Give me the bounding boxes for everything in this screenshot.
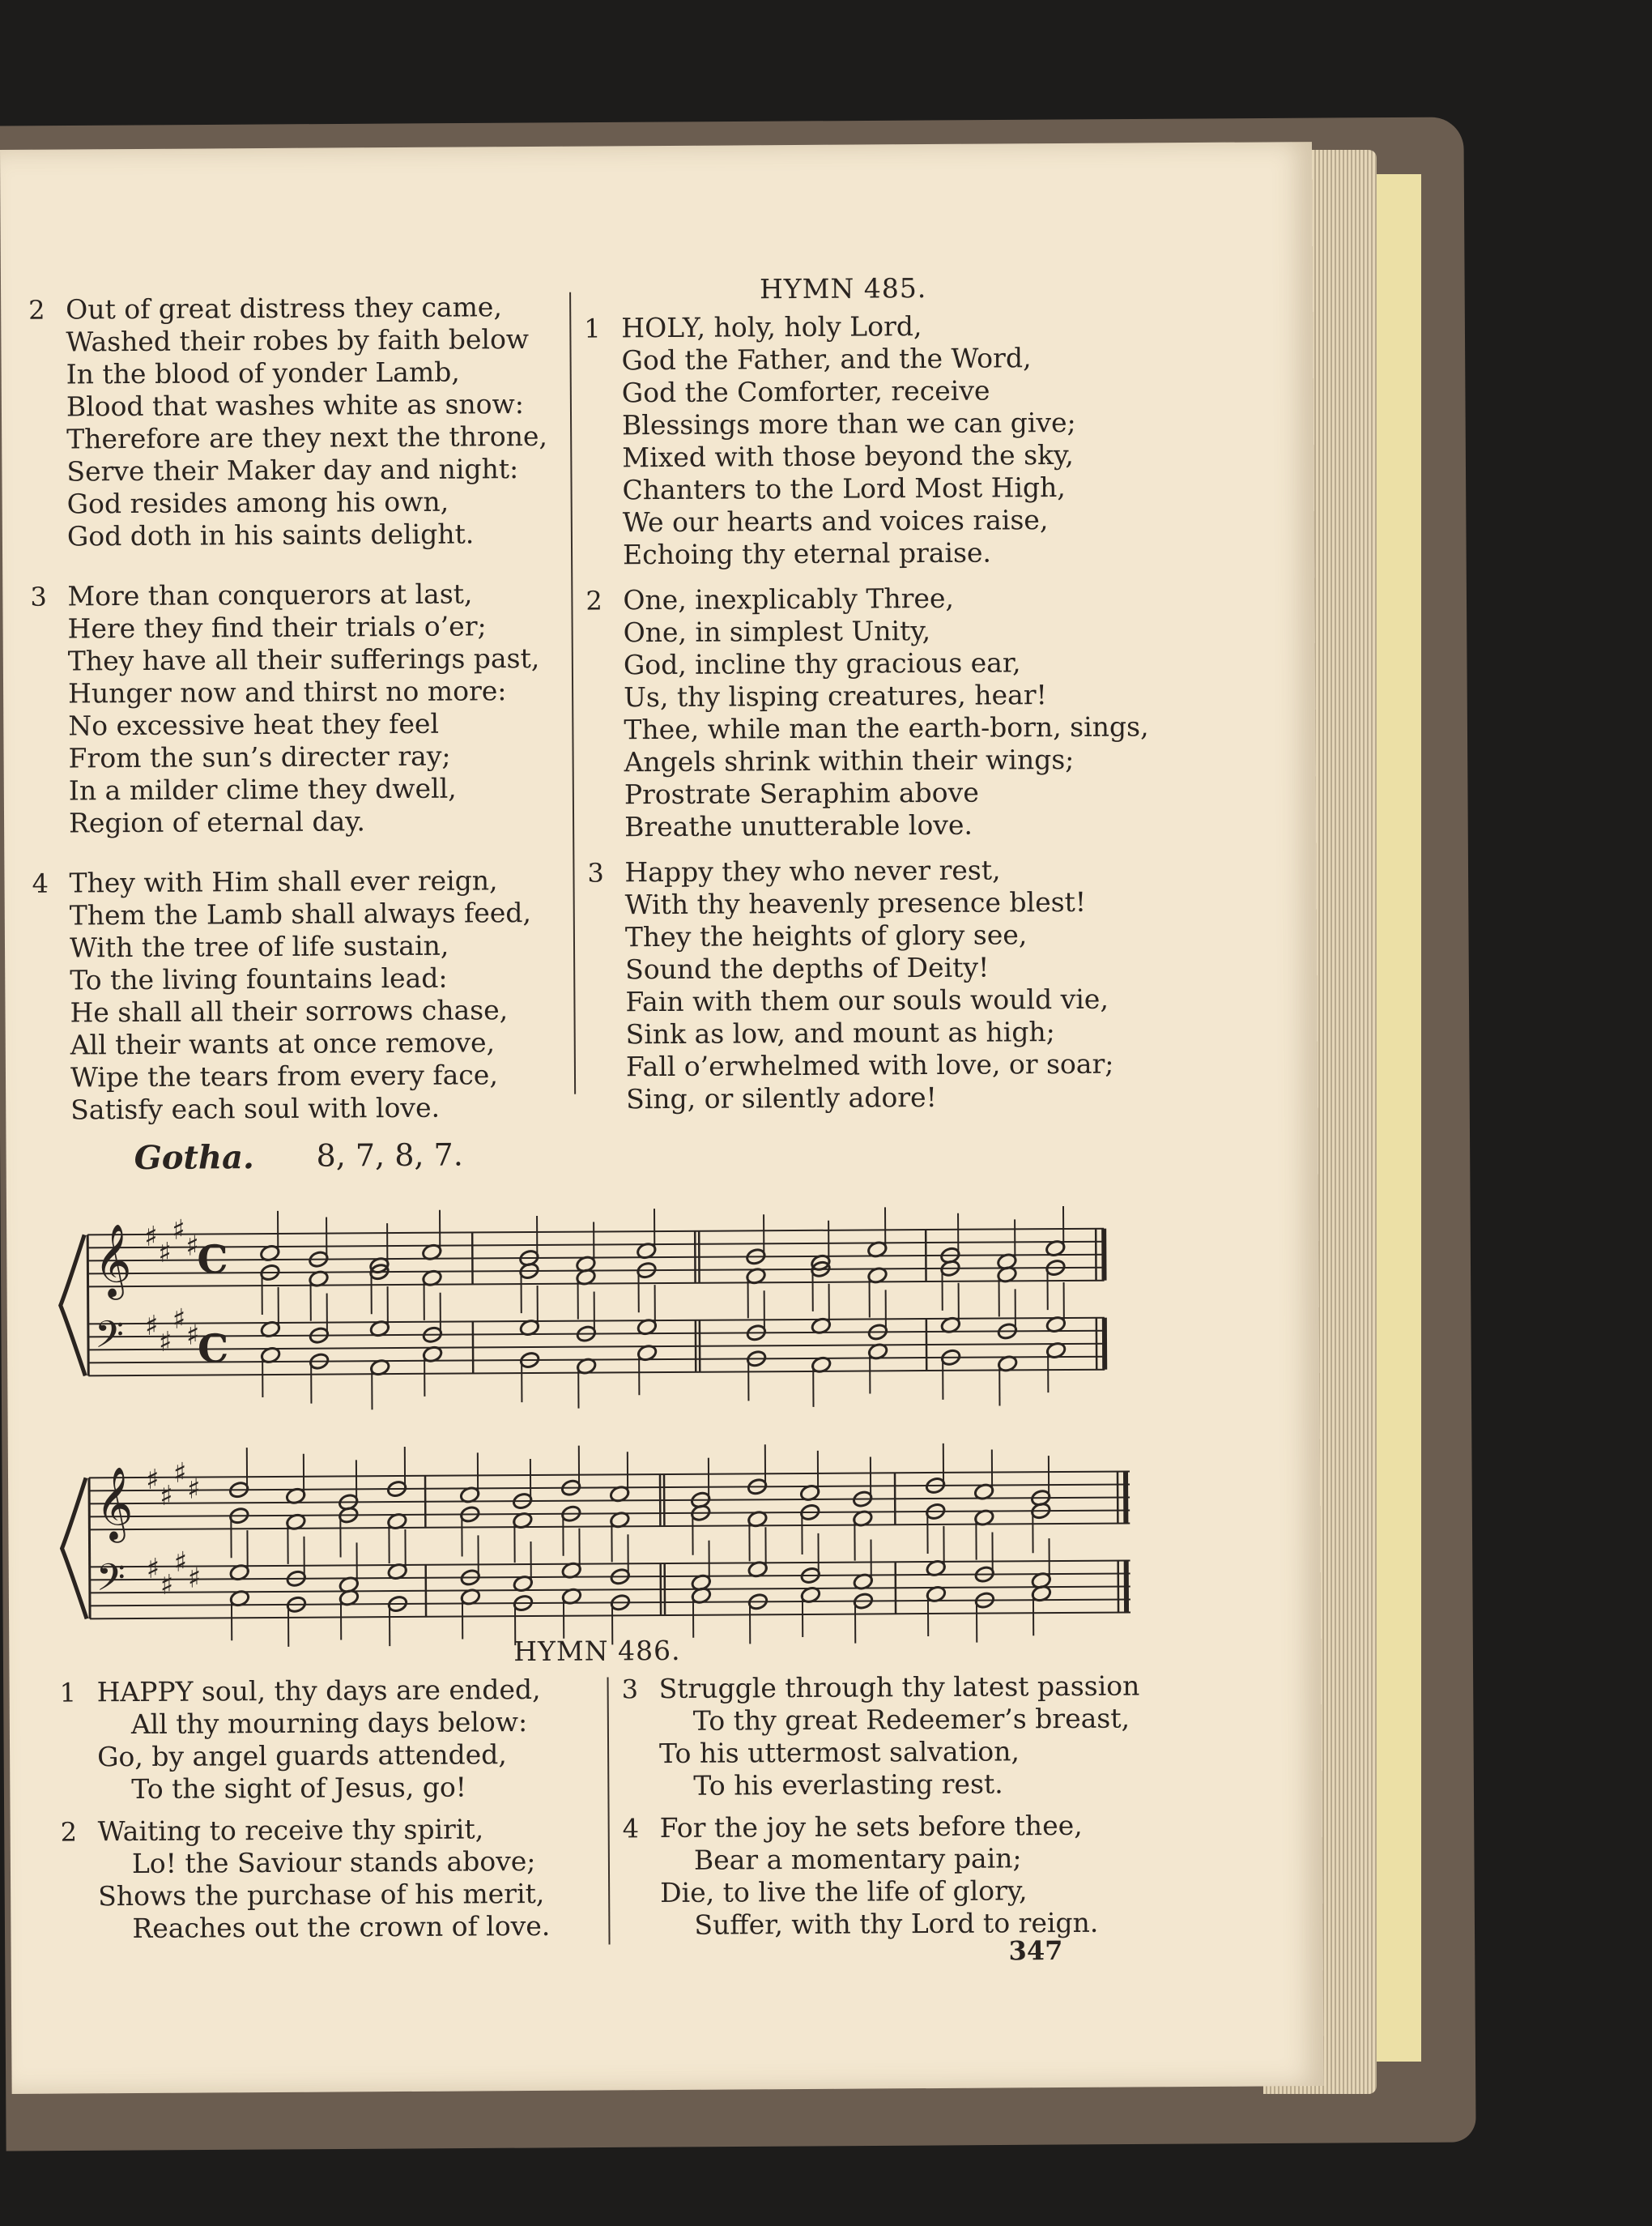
hymn-486-right-column <box>621 1670 1141 1969</box>
sharp-icon: ♯ <box>158 1236 172 1269</box>
stanza <box>587 853 1151 1115</box>
verse-line: God the Comforter, receive <box>621 374 990 409</box>
verse-line: Us, thy lisping creatures, hear! <box>624 679 1047 714</box>
verse-line: Out of great distress they came, <box>66 291 502 326</box>
sharp-icon: ♯ <box>145 1463 160 1496</box>
verse-line: Breathe unutterable love. <box>624 808 973 843</box>
verse-line: Therefore are they next the throne, <box>66 420 548 455</box>
stanza <box>585 581 1149 843</box>
stanza-number: 1 <box>584 313 601 344</box>
verse-line: Lo! the Saviour stands above; <box>131 1844 536 1880</box>
verse-line: Bear a momentary pain; <box>693 1842 1022 1876</box>
system-bar-line <box>87 1235 88 1375</box>
verse-line: Blood that washes white as snow: <box>66 388 525 423</box>
stanza-number: 4 <box>622 1813 640 1844</box>
verse-line: Hunger now and thirst no more: <box>67 675 507 710</box>
verse-line: Struggle through thy latest passion <box>658 1670 1140 1705</box>
stanza-number: 1 <box>59 1677 77 1708</box>
staff-line <box>87 1229 1104 1235</box>
clefs-and-signatures <box>60 1213 230 1618</box>
staff-line <box>89 1498 1130 1504</box>
book-page <box>0 142 1324 2094</box>
verse-line: Washed their robes by faith below <box>66 323 530 358</box>
verse-line: One, inexplicably Three, <box>623 582 955 616</box>
verse-line: No excessive heat they feel <box>68 707 440 742</box>
sharp-icon: ♯ <box>173 1546 188 1579</box>
verse-line: Happy they who never rest, <box>624 854 1001 889</box>
staff-lines <box>87 1229 1130 1619</box>
verse-line: We our hearts and voices raise, <box>622 504 1049 539</box>
stanza <box>621 1670 1140 1802</box>
hymn-486-heading: HYMN 486. <box>513 1634 681 1668</box>
verse-line: Here they find their trials o’er; <box>67 610 487 645</box>
sharp-icon: ♯ <box>160 1479 173 1512</box>
verse-line: Waiting to receive thy spirit, <box>97 1813 484 1848</box>
page-number: 347 <box>1008 1935 1063 1967</box>
staff-line <box>88 1370 1105 1376</box>
sharp-icon: ♯ <box>160 1568 174 1601</box>
hymn-485-heading: HYMN 485. <box>759 272 927 305</box>
stanza-number: 3 <box>621 1674 639 1705</box>
verse-line: HAPPY soul, thy days are ended, <box>96 1673 541 1708</box>
sharp-icon: ♯ <box>185 1319 200 1352</box>
staff-line <box>88 1281 1105 1287</box>
treble-clef-icon: 𝄞 <box>95 1467 134 1541</box>
stanza <box>32 864 551 1127</box>
verse-line: They with Him shall ever reign, <box>69 864 498 899</box>
verse-line: For the joy he sets before thee, <box>659 1809 1083 1844</box>
brace-icon <box>62 1478 87 1618</box>
tune-metre: 8, 7, 8, 7. <box>316 1136 463 1174</box>
staff-line <box>88 1357 1105 1363</box>
sharp-icon: ♯ <box>172 1213 185 1247</box>
bar-lines <box>87 1229 1126 1619</box>
verse-line: Fain with them our souls would vie, <box>625 983 1109 1018</box>
sharp-icon: ♯ <box>172 1456 187 1490</box>
verse-line: HOLY, holy, holy Lord, <box>621 310 922 344</box>
verse-line: Wipe the tears from every face, <box>70 1059 498 1094</box>
stanza <box>60 1813 551 1945</box>
verse-line: Shows the purchase of his merit, <box>98 1877 545 1913</box>
verse-line: Serve their Maker day and night: <box>66 453 519 488</box>
stanza <box>30 578 550 840</box>
verse-line: Echoing thy eternal praise. <box>622 536 992 571</box>
bass-clef-icon: 𝄢 <box>96 1556 126 1610</box>
treble-clef-icon: 𝄞 <box>94 1224 132 1298</box>
verse-line: In the blood of yonder Lamb, <box>66 356 460 390</box>
verse-line: Region of eternal day. <box>68 805 366 839</box>
staff-line <box>88 1344 1105 1350</box>
verse-line: Reaches out the crown of love. <box>132 1909 551 1945</box>
verse-line: From the sun’s directer ray; <box>68 740 451 774</box>
verse-line: With thy heavenly presence blest! <box>624 885 1087 921</box>
stanza <box>584 309 1147 571</box>
verse-line: Sound the depths of Deity! <box>625 951 990 986</box>
staff-line <box>87 1255 1104 1261</box>
verse-line: Angels shrink within their wings; <box>624 743 1075 778</box>
bass-clef-icon: 𝄢 <box>94 1313 125 1367</box>
verse-line: More than conquerors at last, <box>67 578 473 612</box>
verse-line: Satisfy each soul with love. <box>70 1091 441 1126</box>
verse-line: Mixed with those beyond the sky, <box>622 438 1074 474</box>
verse-line: To the living fountains lead: <box>70 962 448 996</box>
verse-line: Suffer, with thy Lord to reign. <box>694 1906 1099 1941</box>
verse-line: Sink as low, and mount as high; <box>625 1016 1055 1051</box>
verse-line: They the heights of glory see, <box>624 919 1028 953</box>
verse-line: They have all their sufferings past, <box>67 642 540 677</box>
verse-line: To the sight of Jesus, go! <box>131 1771 467 1806</box>
verse-line: To thy great Redeemer’s breast, <box>692 1702 1130 1737</box>
stanza-number: 4 <box>32 868 49 899</box>
stanza <box>622 1809 1142 1942</box>
verse-line: God, incline thy gracious ear, <box>623 646 1021 681</box>
verse-line: Them the Lamb shall always feed, <box>69 897 532 932</box>
tune-name: Gotha. <box>134 1138 254 1178</box>
verse-line: Chanters to the Lord Most High, <box>622 471 1066 506</box>
verse-line: All their wants at once remove, <box>70 1026 496 1061</box>
verse-line: In a milder clime they dwell, <box>68 772 457 807</box>
verse-line: All thy mourning days below: <box>130 1706 528 1741</box>
stanza-number: 3 <box>30 581 47 612</box>
sharp-icon: ♯ <box>185 1230 199 1263</box>
sharp-icon: ♯ <box>186 1473 201 1506</box>
sharp-icon: ♯ <box>158 1325 172 1358</box>
stanza-number: 2 <box>585 585 602 616</box>
staff-line <box>89 1524 1130 1530</box>
stanza <box>28 291 548 553</box>
stanza-number: 2 <box>60 1816 78 1848</box>
verse-line: God resides among his own, <box>66 485 449 520</box>
system-bar-line <box>89 1478 90 1618</box>
staff-line <box>90 1613 1130 1619</box>
verse-line: Sing, or silently adore! <box>626 1081 937 1115</box>
verse-line: Thee, while man the earth-born, sings, <box>624 710 1149 746</box>
staff-line <box>89 1472 1130 1478</box>
verse-line: God the Father, and the Word, <box>621 342 1032 377</box>
brace-icon <box>60 1235 85 1375</box>
verse-line: Fall o’erwhelmed with love, or soar; <box>625 1047 1114 1083</box>
sharp-icon: ♯ <box>187 1562 202 1595</box>
verse-line: He shall all their sorrows chase, <box>70 994 509 1029</box>
common-time-icon: C <box>197 1326 229 1372</box>
verse-line: Prostrate Seraphim above <box>624 776 979 811</box>
hymn-486-left-column <box>59 1673 551 1972</box>
verse-line: One, in simplest Unity, <box>623 614 931 649</box>
staff-line <box>87 1242 1104 1248</box>
flyleaf <box>1377 174 1421 2062</box>
sharp-icon: ♯ <box>144 1309 159 1342</box>
page-content <box>0 142 1324 2094</box>
common-time-icon: C <box>197 1237 228 1283</box>
stanza-number: 2 <box>28 294 45 326</box>
previous-hymn-column <box>28 291 551 1154</box>
sharp-icon: ♯ <box>146 1552 160 1585</box>
verse-line: To his uttermost salvation, <box>658 1735 1020 1770</box>
verse-line: Die, to live the life of glory, <box>660 1874 1028 1909</box>
column-divider <box>569 292 576 1094</box>
stanza <box>59 1673 550 1806</box>
stanza-number: 3 <box>587 857 604 889</box>
hymn-485-column <box>584 309 1151 1143</box>
verse-line: Go, by angel guards attended, <box>97 1738 507 1773</box>
verse-line: God doth in his saints delight. <box>66 518 475 552</box>
verse-line: To his everlasting rest. <box>693 1768 1003 1802</box>
sharp-icon: ♯ <box>144 1220 158 1253</box>
verse-line: Blessings more than we can give; <box>621 406 1076 441</box>
verse-line: With the tree of life sustain, <box>69 929 449 964</box>
sharp-icon: ♯ <box>172 1303 186 1336</box>
staff-line <box>87 1268 1104 1274</box>
